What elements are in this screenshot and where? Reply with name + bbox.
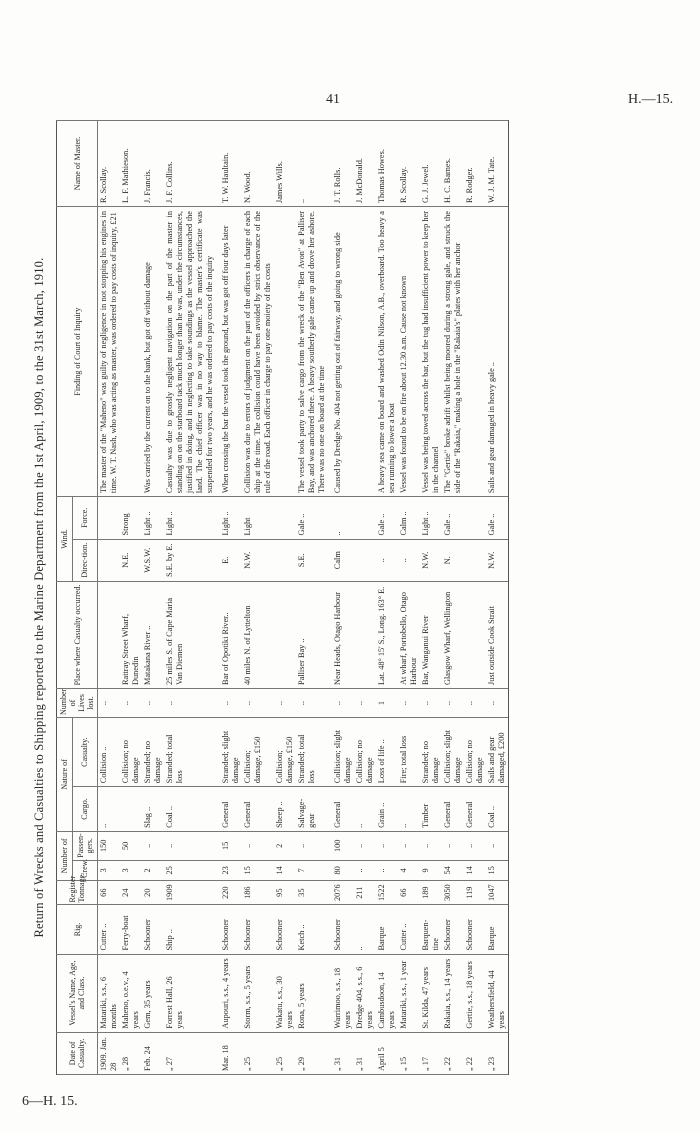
master-cell: James Wills.	[274, 121, 296, 207]
date-cell: „ 28	[120, 1032, 142, 1074]
casualty-cell: Collision; no damage	[120, 718, 142, 787]
passengers-cell: ..	[242, 831, 274, 860]
date-cell: „ 22	[464, 1032, 486, 1074]
tonnage-cell: 1522	[376, 880, 398, 905]
tonnage-cell: 66	[98, 880, 121, 905]
place-cell: Lat. 48° 15' S., Long. 163° E.	[376, 581, 398, 688]
header-finding: Finding of Court of Inquiry	[57, 207, 98, 497]
wind-direction-cell	[274, 539, 296, 581]
crew-cell: 9	[420, 860, 442, 880]
date-cell: „ 23	[486, 1032, 509, 1074]
tonnage-cell: 189	[420, 880, 442, 905]
table-row	[142, 121, 164, 1075]
passengers-cell: ..	[376, 831, 398, 860]
master-cell: J. Francis.	[142, 121, 164, 207]
cargo-cell: General	[464, 787, 486, 832]
master-cell: L. F. Mathieson.	[120, 121, 142, 207]
finding-cell: Was carried by the current on to the bank, but got off without damage	[142, 207, 164, 497]
finding-cell: The vessel took party to salve cargo from the wreck of the "Ben Avon" at Palliser Bay, and was anchored there. A heavy southerly gale came up and drove her ashore. There was no one on board at the time	[296, 207, 328, 497]
date-cell: „ 17	[420, 1032, 442, 1074]
paper-code: H.—15.	[628, 92, 674, 107]
vessel-cell: Forrest Hall, 26 years	[164, 954, 216, 1032]
date-cell: Mar. 18	[216, 1032, 242, 1074]
table-row	[216, 121, 242, 1075]
lives-cell: ..	[242, 689, 274, 718]
passengers-cell: ..	[420, 831, 442, 860]
master-cell: N. Wood.	[242, 121, 274, 207]
passengers-cell: ..	[354, 831, 376, 860]
casualty-cell: Collision ..	[98, 718, 121, 787]
place-cell	[354, 581, 376, 688]
vessel-cell: Gertie, s.s., 18 years	[464, 954, 486, 1032]
passengers-cell: 100	[328, 831, 354, 860]
header-cargo: Cargo.	[72, 787, 98, 832]
table-row	[274, 121, 296, 1075]
finding-cell: Sails and gear damaged in heavy gale ..	[486, 207, 509, 497]
passengers-cell: ..	[296, 831, 328, 860]
finding-cell: Vessel was found to be on fire about 12.30 a.m. Cause not known	[398, 207, 420, 497]
lives-cell: 1	[376, 689, 398, 718]
wind-direction-cell: ..	[398, 539, 420, 581]
casualty-cell: Collision; slight damage	[442, 718, 464, 787]
crew-cell: 23	[216, 860, 242, 880]
casualty-cell: Collision; damage, £150	[274, 718, 296, 787]
wind-direction-cell: S.E. by E.	[164, 539, 216, 581]
table-row	[376, 121, 398, 1075]
wind-direction-cell	[354, 539, 376, 581]
vessel-cell: Aupouri, s.s., 4 years	[216, 954, 242, 1032]
vessel-cell: Matariki, s.s., 6 months	[98, 954, 121, 1032]
casualty-cell: Stranded; total loss	[296, 718, 328, 787]
table-row	[354, 121, 376, 1075]
date-cell: Feb. 24	[142, 1032, 164, 1074]
header-number-of: Number of	[57, 831, 73, 880]
header-rig: Rig.	[57, 905, 98, 954]
finding-cell: The "Gertie" broke adrift whilst being moored during a strong gale, and struck the side of the "Rakaia," making a hole in the "Rakaia's" plates with her anchor	[442, 207, 464, 497]
header-date: Date of Casualty.	[57, 1032, 98, 1074]
finding-cell	[464, 207, 486, 497]
lives-cell: ..	[398, 689, 420, 718]
master-cell: J. McDonald.	[354, 121, 376, 207]
wind-force-cell: Gale ..	[486, 497, 509, 539]
casualty-cell: Collision; slight damage	[328, 718, 354, 787]
vessel-cell: Wakatu, s.s., 30 years	[274, 954, 296, 1032]
finding-cell: When crossing the bar the vessel took the ground, but was got off four days later	[216, 207, 242, 497]
footer-code: 6—H. 15.	[22, 1094, 78, 1109]
casualty-cell: Collision; no damage	[354, 718, 376, 787]
header-lives: Number of Lives lost.	[57, 689, 98, 718]
crew-cell: 15	[242, 860, 274, 880]
passengers-cell: 50	[120, 831, 142, 860]
place-cell: Just outside Cook Strait	[486, 581, 509, 688]
crew-cell: 80	[328, 860, 354, 880]
rig-cell: Barquen-tine	[420, 905, 442, 954]
wind-force-cell: Light ..	[164, 497, 216, 539]
wind-direction-cell: ..	[376, 539, 398, 581]
tonnage-cell: 66	[398, 880, 420, 905]
place-cell: 40 miles N. of Lyttelton	[242, 581, 274, 688]
place-cell: Bar of Opotiki River..	[216, 581, 242, 688]
passengers-cell: ..	[142, 831, 164, 860]
finding-cell	[274, 207, 296, 497]
vessel-cell: St. Kilda, 47 years	[420, 954, 442, 1032]
wind-direction-cell	[98, 539, 121, 581]
tonnage-cell: 95	[274, 880, 296, 905]
place-cell: Near Heads, Otago Harbour	[328, 581, 354, 688]
date-cell: „ 25	[242, 1032, 274, 1074]
finding-cell: The master of the "Maheno" was guilty of negligence in not stopping his engines in time. W. T. Nash, who was acting as master, was ordered to pay costs of inquiry, £21	[98, 207, 121, 497]
header-wind: Wind.	[57, 497, 73, 582]
wind-force-cell: Light	[242, 497, 274, 539]
rig-cell: Schooner	[328, 905, 354, 954]
tonnage-cell: 220	[216, 880, 242, 905]
master-cell: H. C. Barnes.	[442, 121, 464, 207]
header-passengers: Passen-gers.	[72, 831, 98, 860]
table-row	[164, 121, 216, 1075]
place-cell: Glasgow Wharf, Wellington	[442, 581, 464, 688]
place-cell: 25 miles S. of Cape Maria Van Diemen	[164, 581, 216, 688]
place-cell: Palliser Bay ..	[296, 581, 328, 688]
rig-cell: ..	[354, 905, 376, 954]
passengers-cell: 2	[274, 831, 296, 860]
tonnage-cell: 24	[120, 880, 142, 905]
header-direction: Direc-tion.	[72, 539, 98, 581]
date-cell: „ 22	[442, 1032, 464, 1074]
cargo-cell: Timber	[420, 787, 442, 832]
wind-direction-cell: N.	[442, 539, 464, 581]
finding-cell: Casualty was due to grossly negligent navigation on the part of the master in standing on on the starboard tack much longer than he was, under the circumstances, justified in doing, and in neglecting to take soundings as the vessel approached the land. The chief officer was in no way to blame. The master's certificate was suspended for two years, and he was ordered to pay costs of the inquiry	[164, 207, 216, 497]
tonnage-cell: 2076	[328, 880, 354, 905]
crew-cell: 3	[120, 860, 142, 880]
finding-cell	[354, 207, 376, 497]
master-cell: ..	[296, 121, 328, 207]
cargo-cell: ..	[398, 787, 420, 832]
finding-cell: Collision was due to errors of judgment on the part of the officers in charge of each ship at the time. The collision could have been avoided by strict observance of the rule of the road. Each officer in charge to pay one moiety of the costs	[242, 207, 274, 497]
wind-direction-cell: N.E.	[120, 539, 142, 581]
wind-direction-cell: N.W.	[420, 539, 442, 581]
table-row	[120, 121, 142, 1075]
wind-force-cell: Gale ..	[296, 497, 328, 539]
lives-cell: ..	[296, 689, 328, 718]
finding-cell: Vessel was being towed across the bar, but the tug had insufficient power to keep her in the channel	[420, 207, 442, 497]
rig-cell: Ferry-boat	[120, 905, 142, 954]
vessel-cell: Storm, s.s., 5 years	[242, 954, 274, 1032]
tonnage-cell: 119	[464, 880, 486, 905]
passengers-cell: ..	[164, 831, 216, 860]
lives-cell: ..	[328, 689, 354, 718]
casualty-cell: Stranded; total loss	[164, 718, 216, 787]
casualty-cell: Stranded; no damage	[420, 718, 442, 787]
crew-cell: 54	[442, 860, 464, 880]
table-row	[486, 121, 509, 1075]
crew-cell: 14	[464, 860, 486, 880]
crew-cell: 7	[296, 860, 328, 880]
header-force: Force.	[72, 497, 98, 539]
table-row	[296, 121, 328, 1075]
place-cell: Rattray Street Wharf, Dunedin	[120, 581, 142, 688]
casualty-cell: Loss of life ..	[376, 718, 398, 787]
crew-cell: 3	[98, 860, 121, 880]
lives-cell: ..	[486, 689, 509, 718]
wind-direction-cell: N.W.	[242, 539, 274, 581]
rig-cell: Schooner	[142, 905, 164, 954]
tonnage-cell: 211	[354, 880, 376, 905]
wind-direction-cell: Calm	[328, 539, 354, 581]
wind-direction-cell: N.W.	[486, 539, 509, 581]
page-number: 41	[326, 92, 340, 107]
date-cell: „ 31	[354, 1032, 376, 1074]
wind-force-cell	[98, 497, 121, 539]
return-title: Return of Wrecks and Casualties to Shipping reported to the Marine Department from the 1st April, 1909, to the 31st March, 1910.	[32, 257, 46, 938]
header-master: Name of Master.	[57, 121, 98, 207]
date-cell: 1909. Jan. 28	[98, 1032, 121, 1074]
master-cell: T. W. Haultain.	[216, 121, 242, 207]
date-cell: „ 25	[274, 1032, 296, 1074]
rig-cell: Schooner	[216, 905, 242, 954]
cargo-cell: Slag ..	[142, 787, 164, 832]
rig-cell: Barque	[486, 905, 509, 954]
crew-cell: 2	[142, 860, 164, 880]
table-row	[398, 121, 420, 1075]
lives-cell: ..	[464, 689, 486, 718]
wind-force-cell: Light ..	[420, 497, 442, 539]
rig-cell: Cutter ..	[398, 905, 420, 954]
wind-direction-cell: W.S.W.	[142, 539, 164, 581]
lives-cell: ..	[354, 689, 376, 718]
wind-force-cell: ..	[328, 497, 354, 539]
vessel-cell: Maheno, o.e.v., 4 years	[120, 954, 142, 1032]
wind-force-cell	[464, 497, 486, 539]
vessel-cell: Weathersfield, 44 years	[486, 954, 509, 1032]
cargo-cell: ..	[354, 787, 376, 832]
passengers-cell: 15	[216, 831, 242, 860]
rig-cell: Schooner	[442, 905, 464, 954]
rig-cell: Ketch ..	[296, 905, 328, 954]
wind-direction-cell: E.	[216, 539, 242, 581]
passengers-cell: ..	[464, 831, 486, 860]
vessel-cell: Rona, 5 years	[296, 954, 328, 1032]
lives-cell: ..	[216, 689, 242, 718]
header-crew: Crew.	[72, 860, 98, 880]
cargo-cell: Salvage-gear	[296, 787, 328, 832]
master-cell: Thomas Howes.	[376, 121, 398, 207]
cargo-cell: General	[216, 787, 242, 832]
header-vessel: Vessel's Name, Age, and Class.	[57, 954, 98, 1032]
cargo-cell: Sheep ..	[274, 787, 296, 832]
place-cell	[274, 581, 296, 688]
date-cell: „ 31	[328, 1032, 354, 1074]
vessel-cell: Dredge 404, s.s., 6 years	[354, 954, 376, 1032]
cargo-cell: ..	[98, 787, 121, 832]
rotated-table-area	[30, 120, 680, 1075]
lives-cell: ..	[164, 689, 216, 718]
cargo-cell: General	[328, 787, 354, 832]
passengers-cell: ..	[486, 831, 509, 860]
tonnage-cell: 3050	[442, 880, 464, 905]
lives-cell: ..	[274, 689, 296, 718]
casualty-cell: Sails and gear damaged, £200	[486, 718, 509, 787]
crew-cell: 4	[398, 860, 420, 880]
lives-cell: ..	[142, 689, 164, 718]
table-row	[442, 121, 464, 1075]
crew-cell: 14	[274, 860, 296, 880]
place-cell: At wharf, Portobello, Otago Harbour	[398, 581, 420, 688]
place-cell: Matakana River ..	[142, 581, 164, 688]
crew-cell: ..	[354, 860, 376, 880]
cargo-cell	[120, 787, 142, 832]
lives-cell: ..	[120, 689, 142, 718]
master-cell: J. T. Rolls.	[328, 121, 354, 207]
lives-cell: ..	[420, 689, 442, 718]
rig-cell: Barque	[376, 905, 398, 954]
lives-cell: ..	[442, 689, 464, 718]
master-cell: W. J. M. Tate.	[486, 121, 509, 207]
cargo-cell: General	[442, 787, 464, 832]
master-cell: R. Scollay.	[398, 121, 420, 207]
vessel-cell: Cambusdoon, 14 years	[376, 954, 398, 1032]
wind-force-cell	[354, 497, 376, 539]
place-cell: Bar, Wanganui River	[420, 581, 442, 688]
header-casualty: Casualty.	[72, 718, 98, 787]
crew-cell: 25	[164, 860, 216, 880]
rig-cell: Schooner	[464, 905, 486, 954]
finding-cell: Caused by Dredge No. 404 not getting out of fairway, and going to wrong side	[328, 207, 354, 497]
finding-cell: A heavy sea came on board and washed Odin Nilson, A.B., overboard. Too heavy a sea running to lower a boat	[376, 207, 398, 497]
wind-force-cell: Gale ..	[376, 497, 398, 539]
cargo-cell: Grain ..	[376, 787, 398, 832]
tonnage-cell: 1909	[164, 880, 216, 905]
crew-cell: ..	[376, 860, 398, 880]
wind-force-cell	[274, 497, 296, 539]
wind-force-cell: Light ..	[216, 497, 242, 539]
wind-force-cell: Strong	[120, 497, 142, 539]
table-row	[98, 121, 121, 1075]
finding-cell	[120, 207, 142, 497]
rig-cell: Ship ..	[164, 905, 216, 954]
tonnage-cell: 20	[142, 880, 164, 905]
cargo-cell: General	[242, 787, 274, 832]
wind-direction-cell: S.E.	[296, 539, 328, 581]
table-row	[328, 121, 354, 1075]
date-cell: April 5	[376, 1032, 398, 1074]
vessel-cell: Warrimoo, s.s., 18 years	[328, 954, 354, 1032]
tonnage-cell: 186	[242, 880, 274, 905]
master-cell: G. J. Jewel.	[420, 121, 442, 207]
rig-cell: Schooner	[274, 905, 296, 954]
cargo-cell: Coal ..	[486, 787, 509, 832]
casualty-cell: Collision; no damage	[464, 718, 486, 787]
passengers-cell: ..	[442, 831, 464, 860]
casualty-cell: Stranded; no damage	[142, 718, 164, 787]
table-row	[420, 121, 442, 1075]
table-row	[464, 121, 486, 1075]
master-cell: J. F. Collins.	[164, 121, 216, 207]
wind-force-cell: Calm ..	[398, 497, 420, 539]
header-nature-of: Nature of	[57, 718, 73, 832]
tonnage-cell: 1047	[486, 880, 509, 905]
rotated-content	[30, 120, 680, 1075]
header-place: Place where Casualty occurred.	[57, 581, 98, 688]
wind-direction-cell	[464, 539, 486, 581]
passengers-cell: 150	[98, 831, 121, 860]
casualty-cell: Collision; damage, £150	[242, 718, 274, 787]
cargo-cell: Coal ..	[164, 787, 216, 832]
vessel-cell: Rakaia, s.s., 14 years	[442, 954, 464, 1032]
vessel-cell: Gem, 35 years	[142, 954, 164, 1032]
rig-cell: Cutter ..	[98, 905, 121, 954]
header-tonnage: Register Tonnage.	[57, 880, 98, 905]
casualty-cell: Stranded; slight damage	[216, 718, 242, 787]
vessel-cell: Matariki, s.s., 1 year	[398, 954, 420, 1032]
rig-cell: Schooner	[242, 905, 274, 954]
table-row	[242, 121, 274, 1075]
tonnage-cell: 35	[296, 880, 328, 905]
date-cell: „ 27	[164, 1032, 216, 1074]
casualty-cell: Fire; total loss	[398, 718, 420, 787]
wind-force-cell: Gale ..	[442, 497, 464, 539]
casualties-table-body	[98, 121, 509, 1075]
date-cell: „ 15	[398, 1032, 420, 1074]
casualties-table	[56, 120, 509, 1075]
place-cell	[464, 581, 486, 688]
master-cell: R. Rodger.	[464, 121, 486, 207]
crew-cell: 15	[486, 860, 509, 880]
place-cell	[98, 581, 121, 688]
lives-cell: ..	[98, 689, 121, 718]
passengers-cell: ..	[398, 831, 420, 860]
master-cell: R. Scollay.	[98, 121, 121, 207]
date-cell: „ 29	[296, 1032, 328, 1074]
wind-force-cell: Light ..	[142, 497, 164, 539]
